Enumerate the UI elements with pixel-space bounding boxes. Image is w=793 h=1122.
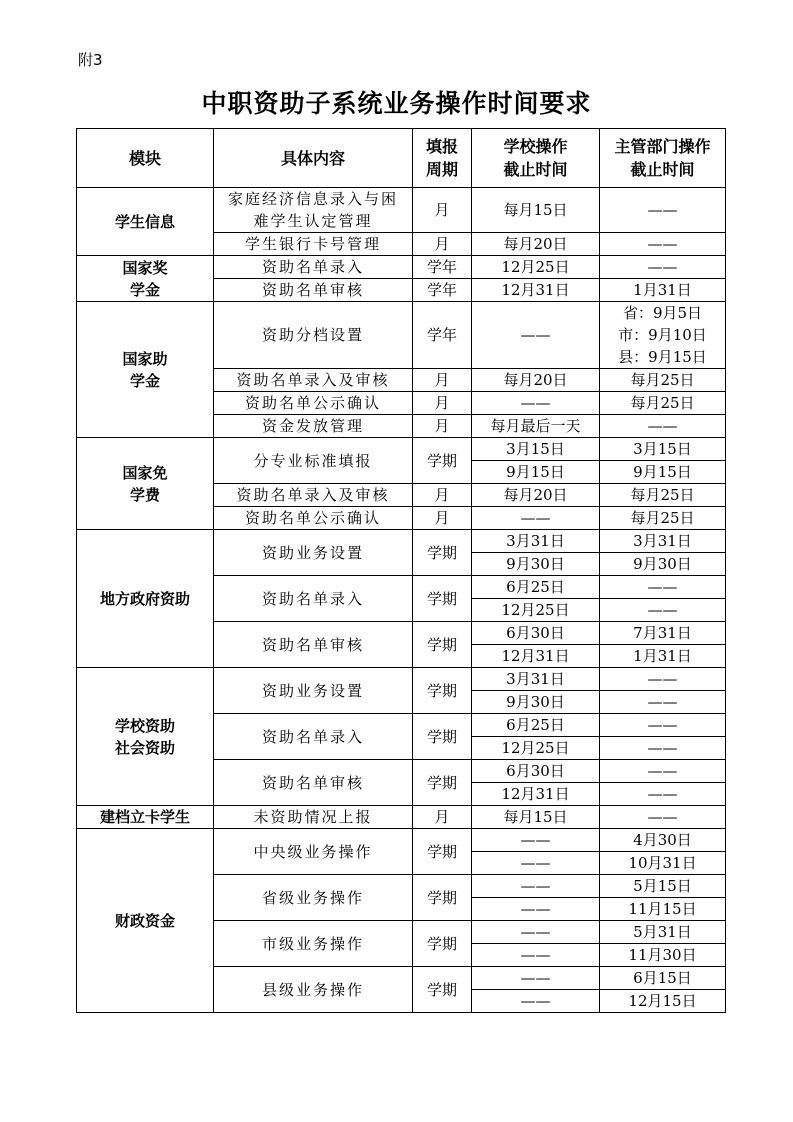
header-dept-deadline (600, 129, 726, 188)
period-cell: 月 (413, 369, 472, 392)
dept-deadline-cell: 10月31日 (600, 852, 726, 875)
module-line: 学费 (129, 485, 160, 504)
school-deadline-cell: 每月20日 (472, 369, 600, 392)
dept-deadline-cell (600, 302, 726, 369)
module-line: 学金 (129, 371, 160, 390)
school-deadline-cell: 每月20日 (472, 233, 600, 256)
content-line: 资助名单录入 (261, 258, 364, 276)
header-school-line2: 截止时间 (503, 160, 568, 179)
period-cell: 学期 (413, 622, 472, 668)
module-cell (77, 668, 214, 806)
dept-deadline-cell: 每月25日 (600, 507, 726, 530)
content-cell (214, 233, 413, 256)
table-row (77, 668, 726, 691)
school-deadline-cell: —— (472, 852, 600, 875)
school-deadline-cell: —— (472, 507, 600, 530)
school-deadline-cell: —— (472, 898, 600, 921)
table-row (77, 302, 726, 369)
content-line: 资助名单录入及审核 (236, 486, 390, 504)
content-cell (214, 279, 413, 302)
period-cell: 学期 (413, 576, 472, 622)
dept-deadline-cell: 3月31日 (600, 530, 726, 553)
school-deadline-cell: 每月15日 (472, 806, 600, 829)
appendix-label: 附3 (78, 51, 103, 69)
dept-deadline-cell: 11月30日 (600, 944, 726, 967)
school-deadline-cell: 9月15日 (472, 461, 600, 484)
school-deadline-cell: 3月31日 (472, 530, 600, 553)
module-line: 建档立卡学生 (99, 808, 190, 826)
school-deadline-cell: —— (472, 392, 600, 415)
content-line: 资助名单公示确认 (244, 509, 381, 527)
header-module: 模块 (77, 129, 214, 188)
content-line: 资助名单公示确认 (244, 394, 381, 412)
dept-deadline-cell: 9月30日 (600, 553, 726, 576)
header-school-deadline (472, 129, 600, 188)
dept-deadline-cell: —— (600, 760, 726, 783)
period-cell: 学期 (413, 967, 472, 1013)
period-cell: 学期 (413, 760, 472, 806)
dept-deadline-cell: —— (600, 415, 726, 438)
header-content: 具体内容 (214, 129, 413, 188)
module-line: 国家助 (122, 349, 168, 368)
school-deadline-cell: 12月31日 (472, 279, 600, 302)
content-line: 资助名单审核 (261, 281, 364, 299)
dept-deadline-line: 省：9月5日 (622, 304, 703, 322)
school-deadline-cell: 12月25日 (472, 737, 600, 760)
content-line: 资助名单录入及审核 (236, 371, 390, 389)
module-cell (77, 829, 214, 1013)
school-deadline-cell: —— (472, 990, 600, 1013)
school-deadline-cell: —— (472, 829, 600, 852)
period-cell: 月 (413, 507, 472, 530)
requirements-table (76, 128, 726, 1013)
content-cell (214, 530, 413, 576)
dept-deadline-cell: —— (600, 188, 726, 233)
dept-deadline-cell: —— (600, 806, 726, 829)
content-line: 学生银行卡号管理 (244, 235, 381, 253)
dept-deadline-cell: —— (600, 233, 726, 256)
module-cell (77, 438, 214, 530)
period-cell: 学期 (413, 438, 472, 484)
content-line: 市级业务操作 (261, 934, 364, 953)
dept-deadline-cell: —— (600, 576, 726, 599)
school-deadline-cell: —— (472, 944, 600, 967)
period-cell: 月 (413, 233, 472, 256)
header-period-line1: 填报 (425, 137, 458, 156)
page-title: 中职资助子系统业务操作时间要求 (201, 89, 592, 118)
period-cell: 学年 (413, 279, 472, 302)
header-school-line1: 学校操作 (503, 137, 568, 156)
content-cell (214, 714, 413, 760)
period-cell: 学年 (413, 302, 472, 369)
content-line: 资金发放管理 (261, 417, 364, 435)
period-cell: 学期 (413, 921, 472, 967)
school-deadline-cell: 6月25日 (472, 576, 600, 599)
school-deadline-cell: 12月25日 (472, 256, 600, 279)
school-deadline-cell: 每月20日 (472, 484, 600, 507)
content-line: 中央级业务操作 (253, 842, 373, 861)
period-cell: 学期 (413, 829, 472, 875)
period-cell: 学期 (413, 668, 472, 714)
content-cell (214, 576, 413, 622)
dept-deadline-cell: 12月15日 (600, 990, 726, 1013)
school-deadline-cell: 6月30日 (472, 760, 600, 783)
school-deadline-cell: —— (472, 302, 600, 369)
header-period-line2: 周期 (425, 160, 458, 179)
module-line: 学金 (129, 280, 160, 299)
content-line: 分专业标准填报 (253, 451, 373, 470)
school-deadline-cell: 12月31日 (472, 783, 600, 806)
school-deadline-cell: 每月15日 (472, 188, 600, 233)
content-cell (214, 829, 413, 875)
school-deadline-cell: 9月30日 (472, 553, 600, 576)
table-body (77, 188, 726, 1013)
dept-deadline-cell: 每月25日 (600, 484, 726, 507)
content-line: 县级业务操作 (261, 980, 364, 999)
school-deadline-cell: —— (472, 967, 600, 990)
module-cell (77, 256, 214, 302)
header-dept-line1: 主管部门操作 (614, 137, 711, 156)
header-period (413, 129, 472, 188)
school-deadline-cell: 12月25日 (472, 599, 600, 622)
school-deadline-cell: 6月25日 (472, 714, 600, 737)
dept-deadline-cell: —— (600, 691, 726, 714)
module-line: 国家免 (122, 463, 168, 482)
module-cell (77, 806, 214, 829)
dept-deadline-cell: 5月31日 (600, 921, 726, 944)
module-line: 社会资助 (114, 738, 175, 757)
content-line: 资助名单审核 (261, 635, 364, 654)
dept-deadline-cell: 1月31日 (600, 645, 726, 668)
content-line: 资助业务设置 (261, 681, 364, 700)
content-cell (214, 875, 413, 921)
dept-deadline-line: 市：9月10日 (618, 326, 707, 344)
content-line: 家庭经济信息录入与困 (227, 190, 398, 208)
school-deadline-cell: —— (472, 921, 600, 944)
period-cell: 月 (413, 415, 472, 438)
module-cell (77, 530, 214, 668)
content-cell (214, 302, 413, 369)
period-cell: 月 (413, 484, 472, 507)
module-line: 国家奖 (122, 258, 168, 277)
school-deadline-cell: 每月最后一天 (472, 415, 600, 438)
table-row (77, 188, 726, 233)
content-cell (214, 622, 413, 668)
dept-deadline-cell: 9月15日 (600, 461, 726, 484)
dept-deadline-cell: 7月31日 (600, 622, 726, 645)
content-cell (214, 369, 413, 392)
content-cell (214, 668, 413, 714)
period-cell: 月 (413, 188, 472, 233)
table-row (77, 256, 726, 279)
content-line: 省级业务操作 (261, 888, 364, 907)
period-cell: 月 (413, 806, 472, 829)
content-line: 资助名单录入 (261, 589, 364, 608)
content-cell (214, 760, 413, 806)
dept-deadline-cell: —— (600, 783, 726, 806)
school-deadline-cell: 3月15日 (472, 438, 600, 461)
table-row (77, 530, 726, 553)
content-line: 资助名单审核 (261, 773, 364, 792)
content-cell (214, 921, 413, 967)
dept-deadline-line: 县：9月15日 (618, 348, 707, 366)
dept-deadline-cell: —— (600, 668, 726, 691)
dept-deadline-cell: 5月15日 (600, 875, 726, 898)
content-cell (214, 507, 413, 530)
content-cell (214, 967, 413, 1013)
content-cell (214, 438, 413, 484)
table-row (77, 806, 726, 829)
content-cell (214, 256, 413, 279)
content-cell (214, 415, 413, 438)
school-deadline-cell: 3月31日 (472, 668, 600, 691)
content-cell (214, 484, 413, 507)
period-cell: 学期 (413, 530, 472, 576)
dept-deadline-cell: —— (600, 256, 726, 279)
module-line: 学生信息 (114, 212, 175, 231)
period-cell: 学年 (413, 256, 472, 279)
school-deadline-cell: 12月31日 (472, 645, 600, 668)
module-line: 财政资金 (114, 911, 175, 930)
content-cell (214, 188, 413, 233)
period-cell: 学期 (413, 875, 472, 921)
content-line: 资助分档设置 (261, 326, 364, 344)
school-deadline-cell: —— (472, 875, 600, 898)
dept-deadline-cell: 11月15日 (600, 898, 726, 921)
dept-deadline-cell: 每月25日 (600, 392, 726, 415)
dept-deadline-cell: 1月31日 (600, 279, 726, 302)
dept-deadline-cell: 每月25日 (600, 369, 726, 392)
content-line: 难学生认定管理 (253, 212, 373, 230)
period-cell: 月 (413, 392, 472, 415)
school-deadline-cell: 9月30日 (472, 691, 600, 714)
dept-deadline-cell: —— (600, 737, 726, 760)
school-deadline-cell: 6月30日 (472, 622, 600, 645)
content-line: 未资助情况上报 (253, 808, 373, 826)
dept-deadline-cell: 4月30日 (600, 829, 726, 852)
module-cell (77, 188, 214, 256)
dept-deadline-cell: —— (600, 599, 726, 622)
content-line: 资助业务设置 (261, 543, 364, 562)
table-row (77, 438, 726, 461)
content-cell (214, 392, 413, 415)
module-cell (77, 302, 214, 438)
module-line: 地方政府资助 (99, 589, 190, 608)
header-dept-line2: 截止时间 (630, 160, 695, 179)
dept-deadline-cell: 3月15日 (600, 438, 726, 461)
content-line: 资助名单录入 (261, 727, 364, 746)
table-header-row (77, 129, 726, 188)
dept-deadline-cell: —— (600, 714, 726, 737)
period-cell: 学期 (413, 714, 472, 760)
module-line: 学校资助 (114, 716, 175, 735)
content-cell (214, 806, 413, 829)
dept-deadline-cell: 6月15日 (600, 967, 726, 990)
table-row (77, 829, 726, 852)
